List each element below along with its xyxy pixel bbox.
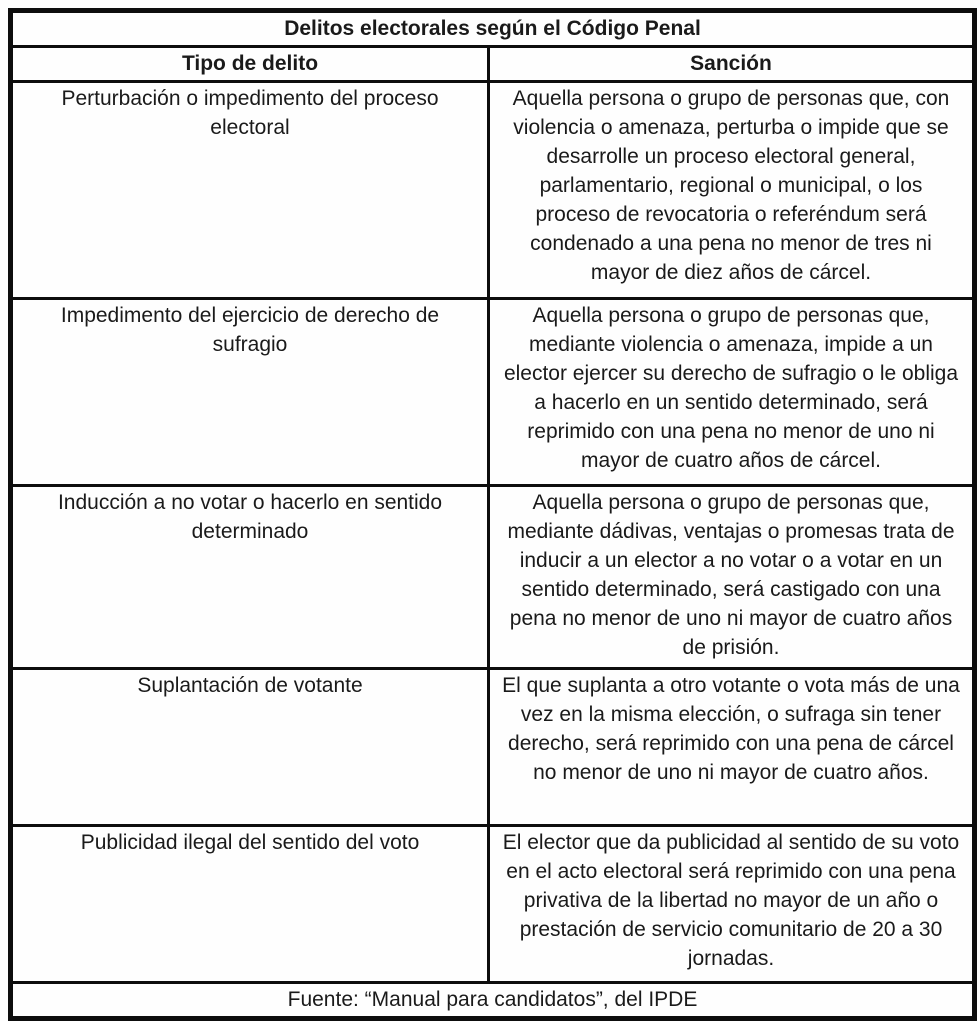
penal-code-table-wrap	[8, 8, 972, 1021]
sanction-cell: El que suplanta a otro votante o vota más de una vez en la misma elección, o sufraga sin tener derecho, será reprimido con una pena de cárcel no menor de uno ni mayor de cuatro años.	[489, 669, 975, 826]
table-row	[11, 486, 975, 669]
crime-cell: Publicidad ilegal del sentido del voto	[11, 826, 489, 983]
table-row	[11, 82, 975, 299]
crime-cell: Suplantación de votante	[11, 669, 489, 826]
sanction-cell: Aquella persona o grupo de personas que, mediante violencia o amenaza, impide a un elector ejercer su derecho de sufragio o le obliga a hacerlo en un sentido determinado, será reprimido con una pena no menor de uno ni mayor de cuatro años de cárcel.	[489, 299, 975, 486]
crime-cell: Impedimento del ejercicio de derecho de sufragio	[11, 299, 489, 486]
table-row	[11, 826, 975, 983]
table-row	[11, 299, 975, 486]
source-note: Fuente: “Manual para candidatos”, del IPDE	[11, 983, 975, 1019]
sanction-cell: Aquella persona o grupo de personas que, con violencia o amenaza, perturba o impide que se desarrolle un proceso electoral general, parlamentario, regional o municipal, o los proceso de revocatoria o referéndum será condenado a una pena no menor de tres ni mayor de diez años de cárcel.	[489, 82, 975, 299]
penal-code-table	[8, 8, 977, 1021]
table-title-row	[11, 11, 975, 47]
sanction-cell: Aquella persona o grupo de personas que, mediante dádivas, ventajas o promesas trata de inducir a un elector a no votar o a votar en un sentido determinado, será castigado con una pena no menor de uno ni mayor de cuatro años de prisión.	[489, 486, 975, 669]
sanction-cell: El elector que da publicidad al sentido de su voto en el acto electoral será reprimido con una pena privativa de la libertad no mayor de un año o prestación de servicio comunitario de 20 a 30 jornadas.	[489, 826, 975, 983]
table-row	[11, 669, 975, 826]
table-source-row	[11, 983, 975, 1019]
table-title: Delitos electorales según el Código Penal	[11, 11, 975, 47]
crime-cell: Inducción a no votar o hacerlo en sentido determinado	[11, 486, 489, 669]
col-header-crime: Tipo de delito	[11, 47, 489, 82]
table-header-row	[11, 47, 975, 82]
col-header-sanction: Sanción	[489, 47, 975, 82]
crime-cell: Perturbación o impedimento del proceso electoral	[11, 82, 489, 299]
